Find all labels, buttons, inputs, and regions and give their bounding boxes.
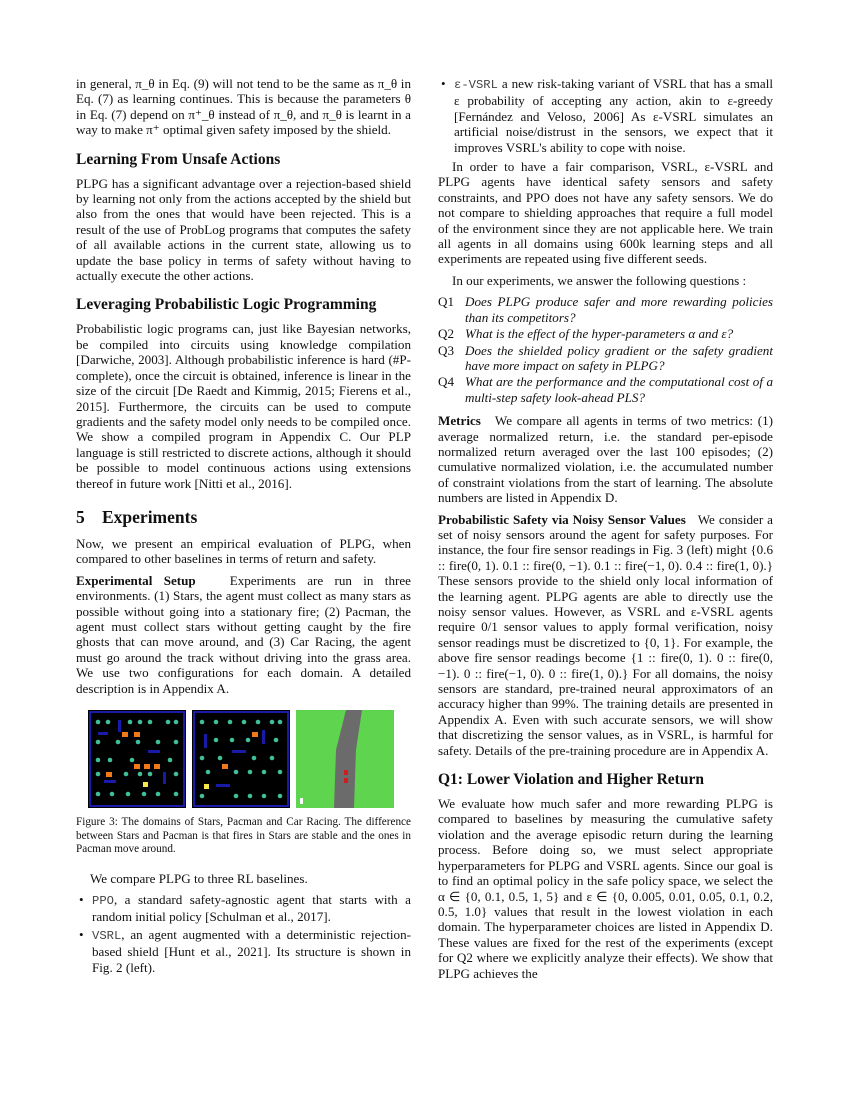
figure-3-caption: Figure 3: The domains of Stars, Pacman and Car Racing. The difference between Stars and Pacman is that fires in Stars are stable and the ones in Pacman move around.: [76, 816, 411, 855]
section-title: Experiments: [102, 506, 198, 527]
baseline-code: PPO: [92, 893, 114, 908]
paragraph-metrics: [438, 413, 773, 505]
right-column: [438, 76, 773, 987]
section-heading-experiments: [76, 507, 411, 527]
question-item: [438, 343, 773, 374]
question-id: Q1: [438, 294, 455, 310]
paragraph-fair-comparison: In order to have a fair comparison, VSRL, ε-VSRL and PLPG agents have identical safety sensors and safety constraints, and PPO does not have any safety sensors. We do not compare to shielding approaches that require a full model of the environment since they are not applicable here. We train all agents in all domains using 600k learning steps and all experiments are repeated using five different seeds.: [438, 159, 773, 267]
bullet-icon: •: [441, 76, 446, 91]
metrics-run-in-head: Metrics: [438, 413, 481, 429]
setup-run-in-head: Experimental Setup: [76, 572, 196, 588]
setup-text: Experiments are run in three environments. (1) Stars, the agent must collect as many stars as possible without going into a stationary fire; (2) Pacman, the agent must collect stars without getting caught by the fire ghosts that can move around, and (3) Car Racing, the agent must go around the track without driving into the grass area. We use two configurations for each domain. A detailed description is in Appendix A.: [76, 572, 411, 696]
baselines-list: [76, 892, 411, 975]
bullet-icon: •: [79, 891, 84, 907]
paragraph-plp: Probabilistic logic programs can, just like Bayesian networks, be compiled into circuits using knowledge compilation [Darwiche, 2003]. Although probabilistic inference is hard (#P-complete), once the circuit is obtained, inference is linear in the size of the circuit [De Raedt and Kimmig, 2015; Fierens et al., 2015]. Furthermore, the circuits can be used to compute gradients and the safety model only needs to be compiled once. We show a compiled program in Appendix C. Our PLP language is still restricted to discrete actions, although it should be possible to model continuous actions using extensions thereof in future work [Nitti et al., 2016].: [76, 321, 411, 491]
question-id: Q4: [438, 374, 455, 390]
baseline-code: VSRL: [92, 928, 122, 943]
questions-list: [438, 294, 773, 405]
heading-unsafe-actions: Learning From Unsafe Actions: [76, 150, 281, 168]
paragraph-q1: We evaluate how much safer and more rewarding PLPG is compared to baselines by measuring the cumulative safety violation and the average episodic return during the learning process. Before doing so, we must select appropriate hyperparameters for PLPG and VSRL agents. Since our goal is to find an optimal policy in the safe policy space, we select the α ∈ {0, 0.1, 0.5, 1, 5} and ε ∈ {0, 0.005, 0.01, 0.05, 0.1, 0.2, 0.5, 1.0} values that result in the lowest violation in each domain. The hyperparameter choices are listed in Appendix D. These values are fixed for the rest of the experiments (except for Q2 where we explicitly analyze their effects). We show that PLPG achieves the: [438, 796, 773, 981]
question-text: What is the effect of the hyper-parameters α and ε?: [465, 326, 734, 342]
paragraph-setup: [76, 573, 411, 696]
baseline-text: , an agent augmented with a deterministic rejection-based shield [Hunt et al., 2021]. Its structure is shown in Fig. 2 (left).: [92, 926, 411, 975]
question-item: [438, 374, 773, 405]
stars-domain-image: [88, 710, 186, 808]
baseline-item-ppo: [76, 892, 411, 925]
question-item: [438, 294, 773, 325]
question-id: Q2: [438, 326, 455, 342]
noisy-run-in-head: Probabilistic Safety via Noisy Sensor Values: [438, 511, 686, 527]
metrics-text: We compare all agents in terms of two metrics: (1) average normalized return, i.e. the standard per-episode normalized return averaged over the last 100 episodes; (2) cumulative normalized violation, i.e. the accumulated number of constraint violations from the start of learning. The absolute numbers are listed in Appendix D.: [438, 413, 773, 506]
question-text: Does the shielded policy gradient or the safety gradient have more impact on safety in PLPG?: [465, 342, 773, 373]
paragraph-unsafe-actions: PLPG has a significant advantage over a rejection-based shield by learning not only from the actions accepted by the shield but also from the ones that would have been rejected. This is a result of the use of ProbLog programs that computes the safety of all available actions in the current state, allowing us to update the base policy in terms of safety without having to actually execute the other actions.: [76, 175, 411, 284]
baseline-text: , a standard safety-agnostic agent that starts with a random initial policy [Schulman et al., 2017].: [92, 891, 411, 925]
question-item: [438, 326, 773, 341]
car-racing-domain-image: [296, 710, 394, 808]
question-id: Q3: [438, 342, 455, 358]
paragraph-questions-intro: In our experiments, we answer the following questions :: [452, 272, 747, 288]
baseline-code: ε-VSRL: [454, 78, 498, 92]
intro-paragraph: in general, π_θ in Eq. (9) will not tend to be the same as π_θ in Eq. (7) as learning continues. This is because the parameters θ in Eq. (7) depend on π⁺_θ instead of π_θ, and π_θ is learnt in a way to make π⁺ optimal given safety imposed by the shield.: [76, 76, 411, 138]
figure-3-domains: [88, 710, 411, 808]
question-text: What are the performance and the computational cost of a multi-step safety look-ahead PLS?: [465, 374, 773, 405]
left-column: [76, 76, 411, 979]
heading-q1: Q1: Lower Violation and Higher Return: [438, 771, 704, 789]
section-number: 5: [76, 506, 85, 527]
baseline-item-eps-vsrl: [438, 76, 773, 155]
paragraph-baselines: We compare PLPG to three RL baselines.: [90, 870, 308, 886]
baseline-text: a new risk-taking variant of VSRL that has a small ε probability of accepting any action, akin to ε-greedy [Fernández and Veloso, 2006] As ε-VSRL simulates an artificial noise/distrust in the sensors, we expect that it improves VSRL's ability to cope with noise.: [454, 76, 773, 155]
baselines-list-continued: [438, 76, 773, 155]
paragraph-noisy-sensors: [438, 512, 773, 759]
bullet-icon: •: [79, 926, 84, 942]
noisy-text: We consider a set of noisy sensors around the agent for safety purposes. For instance, the four fire sensor readings in Fig. 3 (left) might {0.6 :: fire(0, 1). 0.1 :: fire(0, −1). 0.1 :: fire(−1, 0). 0.4 :: fire(1, 0).} These sensors provide to the shield only local information of the learning agent. PLPG agents are able to directly use the noisy sensor values. However, as VSRL and ε-VSRL agents require 0/1 sensor values to apply formal verification, noisy sensor readings must be discretized to {0, 1}. For example, the above fire sensor readings become {1 :: fire(0, 1). 0 :: fire(0, −1). 0 :: fire(−1, 0). 0 :: fire(1, 0).} For all domains, the noisy sensors are standard, pre-trained neural approximators of an accuracy higher than 99%. The training details are presented in Appendix A. Even with such accurate sensors, we will show that discretizing the sensor values, as in VSRL, is harmful for safety. Details of the pre-training procedure are in Appendix A.: [438, 511, 773, 758]
paragraph-experiments-intro: Now, we present an empirical evaluation of PLPG, when compared to other baselines in terms of return and safety.: [76, 535, 411, 567]
baseline-item-vsrl: [76, 927, 411, 975]
pacman-domain-image: [192, 710, 290, 808]
question-text: Does PLPG produce safer and more rewarding policies than its competitors?: [465, 294, 773, 325]
heading-plp: Leveraging Probabilistic Logic Programming: [76, 296, 377, 314]
